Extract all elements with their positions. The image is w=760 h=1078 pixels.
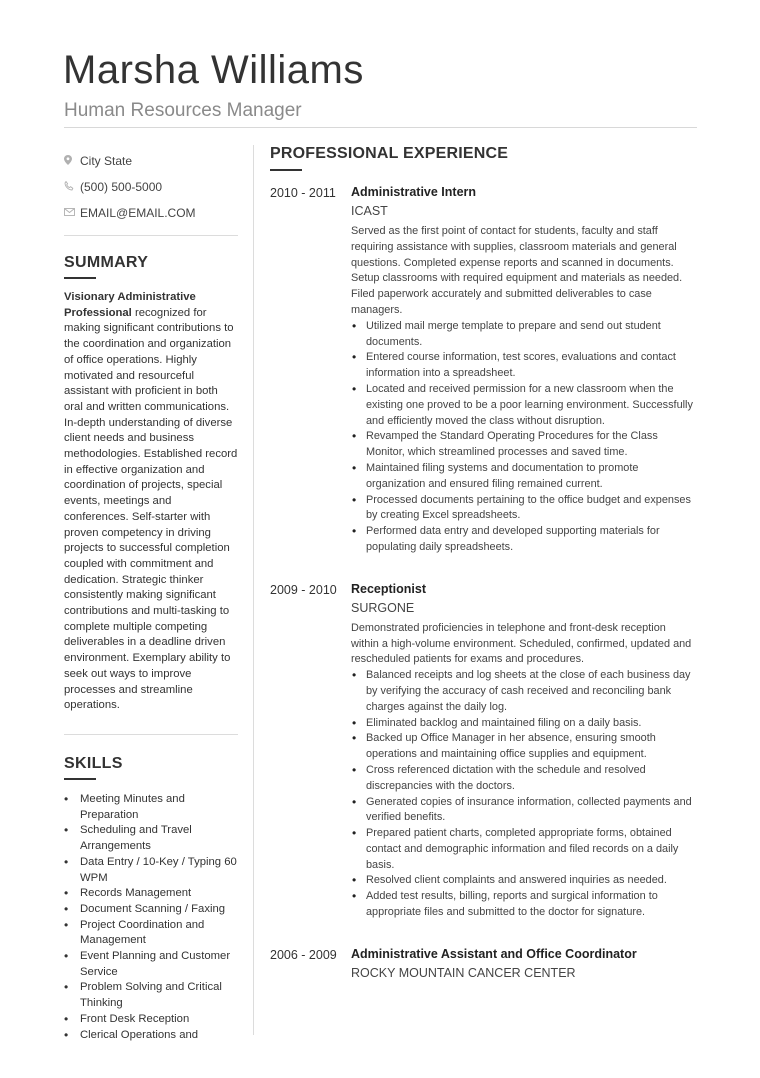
job-bullet: • Located and received permission for a new classroom when the existing one proved to be a poor learning environment. Successfully and efficiently moved the class without disruption.	[351, 382, 695, 429]
job-description: Served as the first point of contact for students, faculty and staff requiring assistance with supplies, classroom materials and general questions. Completed expense reports and scanned in documents. Setup classrooms with required equipment and materials as needed. Filed paperwork accurately and submitted deliverables to case managers.	[351, 225, 683, 316]
skill-item: • Scheduling and Travel Arrangements	[64, 823, 238, 854]
job-bullet: • Eliminated backlog and maintained filing on a daily basis.	[351, 716, 695, 732]
job-body	[351, 582, 695, 921]
job-body	[351, 185, 695, 556]
contact-phone	[64, 174, 238, 200]
job-bullet: • Cross referenced dictation with the schedule and resolved discrepancies with the doctors.	[351, 763, 695, 795]
job-bullet: • Revamped the Standard Operating Procedures for the Class Monitor, which streamlined processes and saved time.	[351, 429, 695, 461]
job-company: ICAST	[351, 204, 388, 218]
job-bullet: • Entered course information, test scores, evaluations and contact information into a spreadsheet.	[351, 350, 695, 382]
job-bullet: • Generated copies of insurance information, collected payments and verified benefits.	[351, 795, 695, 827]
job-bullet: • Utilized mail merge template to prepare and send out student documents.	[351, 319, 695, 351]
job-dates: 2009 - 2010	[270, 582, 337, 597]
job-entry	[270, 185, 695, 556]
job-company: SURGONE	[351, 600, 415, 615]
contact-divider	[64, 235, 238, 236]
skill-item: • Event Planning and Customer Service	[64, 949, 238, 980]
job-bullet: • Processed documents pertaining to the office budget and expenses by creating Excel spreadsheets.	[351, 493, 695, 525]
job-title: Administrative Assistant and Office Coordinator	[351, 946, 637, 961]
skill-item: • Problem Solving and Critical Thinking	[64, 980, 238, 1011]
location-pin-icon	[64, 155, 80, 168]
phone-icon	[64, 181, 80, 194]
job-company: ROCKY MOUNTAIN CANCER CENTER	[351, 965, 576, 980]
job-dates: 2010 - 2011	[270, 186, 336, 200]
skills-heading-underline	[64, 778, 96, 780]
right-column	[270, 145, 695, 980]
summary-lead: Visionary Administrative Professional	[64, 291, 196, 319]
job-dates: 2006 - 2009	[270, 947, 337, 962]
left-column	[64, 148, 238, 1043]
skill-item: • Clerical Operations and	[64, 1028, 238, 1044]
job-bullet: • Added test results, billing, reports and surgical information to appropriate files and submitted to the doctor for signature.	[351, 889, 695, 921]
summary-divider	[64, 734, 238, 735]
skills-list	[64, 792, 238, 1043]
email-text: EMAIL@EMAIL.COM	[80, 206, 196, 220]
summary-text	[64, 290, 238, 714]
job-description: Demonstrated proficiencies in telephone and front-desk reception within a high-volume environment. Scheduled, confirmed, updated and rescheduled patients for exams and procedures.	[351, 621, 692, 666]
location-text: City State	[80, 154, 133, 168]
job-bullet: • Balanced receipts and log sheets at the close of each business day by verifying the accuracy of cash received and reconciling bank charges against the daily log.	[351, 668, 695, 715]
summary-heading: SUMMARY	[64, 254, 149, 271]
skill-item: • Document Scanning / Faxing	[64, 902, 238, 918]
skill-item: • Meeting Minutes and Preparation	[64, 792, 238, 823]
job-bullets	[351, 319, 695, 556]
header-divider	[64, 127, 697, 128]
contact-email	[64, 200, 238, 226]
job-entry	[270, 582, 695, 921]
job-title: Administrative Intern	[351, 185, 477, 199]
job-entry	[270, 947, 695, 980]
contact-location	[64, 148, 238, 174]
job-bullet: • Performed data entry and developed supporting materials for populating daily spreadsheets.	[351, 524, 695, 556]
job-body	[351, 947, 695, 980]
job-bullet: • Prepared patient charts, completed appropriate forms, obtained contact and demographic information and filed records on a daily basis.	[351, 826, 695, 873]
job-title: Receptionist	[351, 581, 427, 596]
skill-item: • Project Coordination and Management	[64, 918, 238, 949]
job-bullet: • Backed up Office Manager in her absence, ensuring smooth operations and maintaining office supplies and equipment.	[351, 731, 695, 763]
summary-heading-underline	[64, 277, 96, 279]
envelope-icon	[64, 208, 80, 219]
candidate-title: Human Resources Manager	[64, 100, 302, 121]
skill-item: • Front Desk Reception	[64, 1012, 238, 1028]
skill-item: • Data Entry / 10-Key / Typing 60 WPM	[64, 855, 238, 886]
job-bullets	[351, 668, 695, 921]
job-bullet: • Resolved client complaints and answered inquiries as needed.	[351, 873, 695, 889]
candidate-name: Marsha Williams	[63, 48, 364, 92]
column-divider	[253, 145, 254, 1035]
experience-heading-underline	[270, 169, 302, 171]
skills-heading: SKILLS	[64, 754, 123, 772]
summary-body: recognized for making significant contributions to the coordination and organization of office operations. Highly motivated and resourceful assistant with proficient in both oral and written communications. In-depth understanding of diverse client needs and business methodologies. Established record in effective organization and coordination of projects, special events, meetings and conferences. Self-starter with proven competency in driving projects to successful completion coupled with commitment and dedication. Strategic thinker consistently making significant contributions and multi-tasking to complete multiple competing deliverables in a deadline driven environment. Exemplary ability to seek out ways to improve processes and streamline operations.	[64, 306, 238, 712]
job-bullet: • Maintained filing systems and documentation to promote organization and ensured filing remained current.	[351, 461, 695, 493]
experience-heading: PROFESSIONAL EXPERIENCE	[270, 145, 509, 162]
skill-item: • Records Management	[64, 886, 238, 902]
phone-text: (500) 500-5000	[80, 180, 163, 194]
